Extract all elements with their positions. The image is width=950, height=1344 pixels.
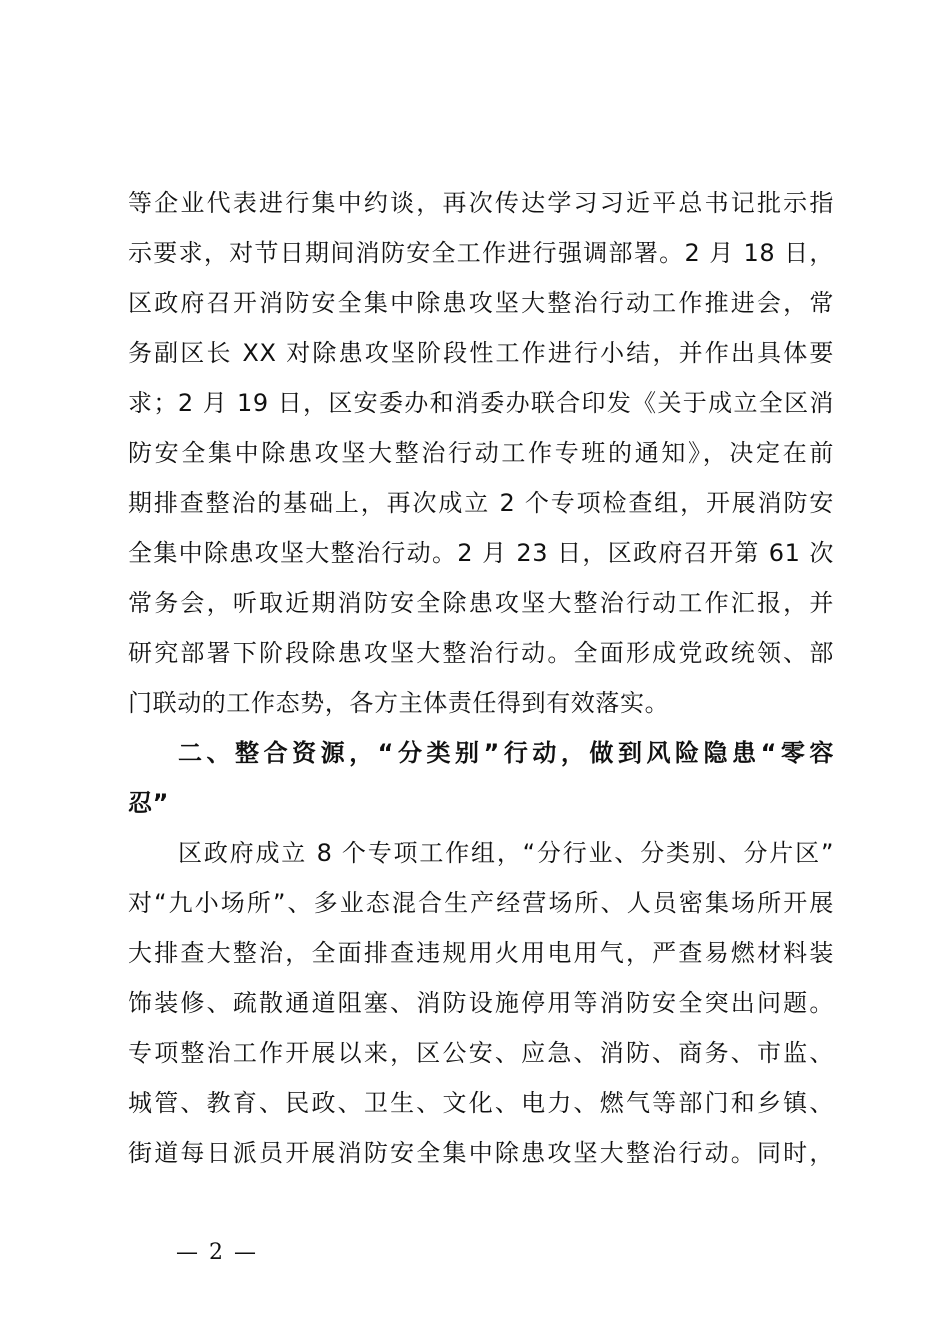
paragraph-1 bbox=[128, 178, 834, 728]
paragraph-line: 饰装修、疏散通道阻塞、消防设施停用等消防安全突出问题。 bbox=[128, 989, 834, 1017]
paragraph-line: 务副区长 XX 对除患攻坚阶段性工作进行小结，并作出具体要 bbox=[128, 339, 834, 367]
paragraph-line: 街道每日派员开展消防安全集中除患攻坚大整治行动。同时， bbox=[128, 1139, 834, 1167]
page-number: — 2 — bbox=[176, 1240, 258, 1265]
paragraph-line: 防安全集中除患攻坚大整治行动工作专班的通知》，决定在前 bbox=[128, 439, 834, 467]
paragraph-2 bbox=[128, 828, 834, 1178]
section-heading-2 bbox=[128, 728, 834, 828]
paragraph-line: 期排查整治的基础上，再次成立 2 个专项检查组，开展消防安 bbox=[128, 489, 834, 517]
heading-line: 忍” bbox=[128, 789, 169, 817]
paragraph-line: 对“九小场所”、多业态混合生产经营场所、人员密集场所开展 bbox=[128, 889, 834, 917]
paragraph-line: 门联动的工作态势，各方主体责任得到有效落实。 bbox=[128, 689, 670, 717]
heading-line: 二、整合资源，“分类别”行动，做到风险隐患“零容 bbox=[178, 739, 834, 767]
paragraph-line: 全集中除患攻坚大整治行动。2 月 23 日，区政府召开第 61 次 bbox=[128, 539, 834, 567]
paragraph-line: 城管、教育、民政、卫生、文化、电力、燃气等部门和乡镇、 bbox=[128, 1089, 834, 1117]
paragraph-line: 专项整治工作开展以来，区公安、应急、消防、商务、市监、 bbox=[128, 1039, 834, 1067]
paragraph-line: 示要求，对节日期间消防安全工作进行强调部署。2 月 18 日， bbox=[128, 239, 834, 267]
paragraph-line: 常务会，听取近期消防安全除患攻坚大整治行动工作汇报，并 bbox=[128, 589, 834, 617]
paragraph-line: 等企业代表进行集中约谈，再次传达学习习近平总书记批示指 bbox=[128, 189, 834, 217]
paragraph-line: 区政府召开消防安全集中除患攻坚大整治行动工作推进会，常 bbox=[128, 289, 834, 317]
paragraph-line: 求；2 月 19 日，区安委办和消委办联合印发《关于成立全区消 bbox=[128, 389, 834, 417]
paragraph-line: 研究部署下阶段除患攻坚大整治行动。全面形成党政统领、部 bbox=[128, 639, 834, 667]
paragraph-line: 区政府成立 8 个专项工作组，“分行业、分类别、分片区” bbox=[178, 839, 834, 867]
paragraph-line: 大排查大整治，全面排查违规用火用电用气，严查易燃材料装 bbox=[128, 939, 834, 967]
